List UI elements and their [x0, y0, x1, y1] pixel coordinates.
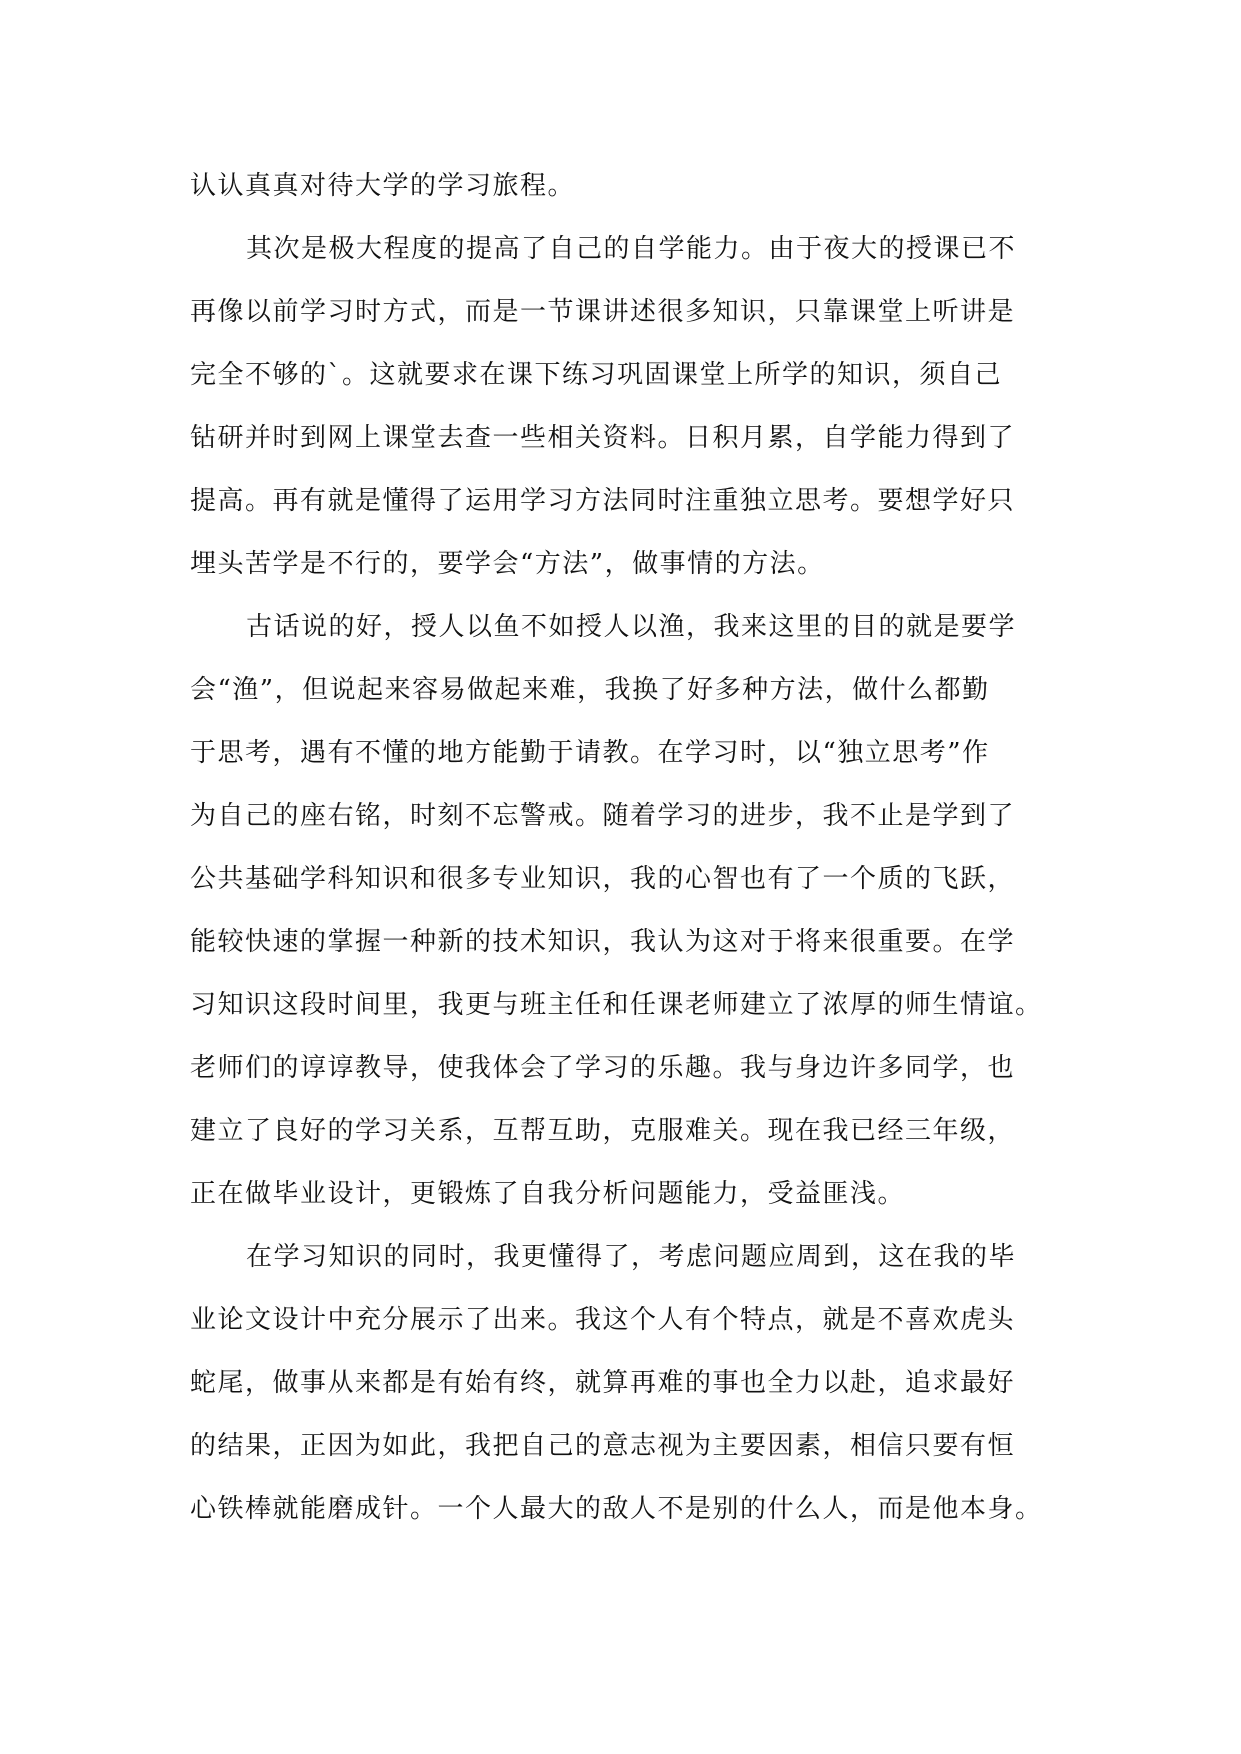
text-line: 的结果，正因为如此，我把自己的意志视为主要因素，相信只要有恒 — [190, 1431, 1016, 1461]
paragraph-3 — [190, 596, 1060, 1226]
document-body — [190, 155, 1060, 1541]
paragraph-4 — [190, 1226, 1060, 1541]
text-line: 能较快速的掌握一种新的技术知识，我认为这对于将来很重要。在学 — [190, 927, 1016, 957]
text-line: 埋头苦学是不行的，要学会“方法”，做事情的方法。 — [190, 549, 825, 579]
text-line: 于思考，遇有不懂的地方能勤于请教。在学习时，以“独立思考”作 — [190, 738, 990, 768]
text-line: 为自己的座右铭，时刻不忘警戒。随着学习的进步，我不止是学到了 — [190, 801, 1016, 831]
text-line: 蛇尾，做事从来都是有始有终，就算再难的事也全力以赴，追求最好 — [190, 1368, 1016, 1398]
text-line: 钻研并时到网上课堂去查一些相关资料。日积月累，自学能力得到了 — [190, 423, 1016, 453]
text-line: 正在做毕业设计，更锻炼了自我分析问题能力，受益匪浅。 — [190, 1179, 906, 1209]
text-line: 心铁棒就能磨成针。一个人最大的敌人不是别的什么人，而是他本身。 — [190, 1494, 1043, 1524]
text-line: 再像以前学习时方式，而是一节课讲述很多知识，只靠课堂上听讲是 — [190, 297, 1016, 327]
paragraph-2 — [190, 218, 1060, 596]
text-line: 习知识这段时间里，我更与班主任和任课老师建立了浓厚的师生情谊。 — [190, 990, 1043, 1020]
text-line: 古话说的好，授人以鱼不如授人以渔，我来这里的目的就是要学 — [246, 612, 1017, 642]
text-line: 认认真真对待大学的学习旅程。 — [190, 171, 576, 201]
text-line: 提高。再有就是懂得了运用学习方法同时注重独立思考。要想学好只 — [190, 486, 1016, 516]
text-line: 会“渔”，但说起来容易做起来难，我换了好多种方法，做什么都勤 — [190, 675, 990, 705]
text-line: 公共基础学科知识和很多专业知识，我的心智也有了一个质的飞跃， — [190, 864, 1016, 894]
text-line: 建立了良好的学习关系，互帮互助，克服难关。现在我已经三年级， — [190, 1116, 1016, 1146]
text-line: 老师们的谆谆教导，使我体会了学习的乐趣。我与身边许多同学，也 — [190, 1053, 1016, 1083]
text-line: 在学习知识的同时，我更懂得了，考虑问题应周到，这在我的毕 — [246, 1242, 1017, 1272]
text-line: 业论文设计中充分展示了出来。我这个人有个特点，就是不喜欢虎头 — [190, 1305, 1016, 1335]
paragraph-1 — [190, 155, 1060, 218]
text-line: 其次是极大程度的提高了自己的自学能力。由于夜大的授课已不 — [246, 234, 1017, 264]
text-line: 完全不够的`。这就要求在课下练习巩固课堂上所学的知识，须自己 — [190, 360, 1003, 390]
